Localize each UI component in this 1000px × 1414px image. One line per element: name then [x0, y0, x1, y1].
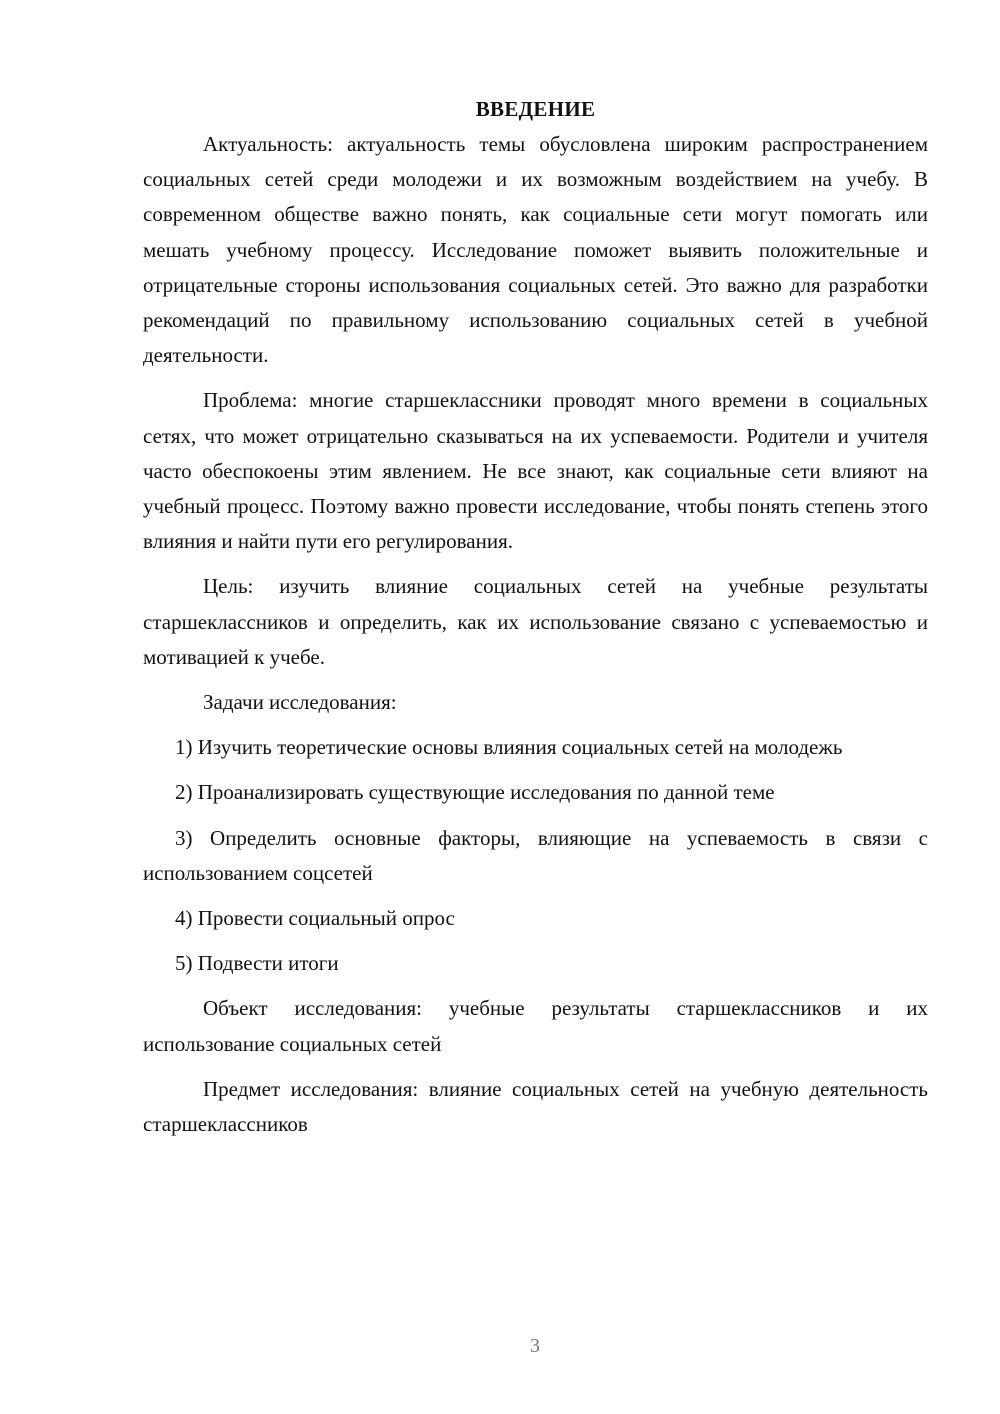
tasks-list [143, 730, 928, 981]
task-item-2: 2) Проанализировать существующие исследования по данной теме [175, 780, 775, 805]
goal-paragraph: Цель: изучить влияние социальных сетей на учебные результаты старшеклассников и определить, как их использование связано с успеваемостью и мотивацией к учебе. [143, 574, 928, 669]
task-item-5: 5) Подвести итоги [175, 951, 339, 976]
page-number: 3 [530, 1335, 540, 1357]
tasks-heading: Задачи исследования: [203, 690, 397, 715]
task-item-1: 1) Изучить теоретические основы влияния социальных сетей на молодежь [175, 735, 843, 760]
relevance-paragraph: Актуальность: актуальность темы обусловлена широким распространением социальных сетей среди молодежи и их возможным воздействием на учебу. В современном обществе важно понять, как социальные сети могут помогать или мешать учебному процессу. Исследование поможет выявить положительные и отрицательные стороны использования социальных сетей. Это важно для разработки рекомендаций по правильному использованию социальных сетей в учебной деятельности. [143, 132, 928, 368]
task-item-3: 3) Определить основные факторы, влияющие на успеваемость в связи с использованием соцсетей [143, 825, 928, 885]
page-title: ВВЕДЕНИЕ [475, 97, 596, 121]
problem-paragraph: Проблема: многие старшеклассники проводят много времени в социальных сетях, что может отрицательно сказываться на их успеваемости. Родители и учителя часто обеспокоены этим явлением. Не все знают, как социальные сети влияют на учебный процесс. Поэтому важно провести исследование, чтобы понять степень этого влияния и найти пути его регулирования. [143, 388, 928, 554]
object-paragraph: Объект исследования: учебные результаты старшеклассников и их использование социальных сетей [143, 996, 928, 1056]
subject-paragraph: Предмет исследования: влияние социальных сетей на учебную деятельность старшеклассников [143, 1076, 928, 1137]
page-content [143, 92, 928, 1152]
task-item-4: 4) Провести социальный опрос [175, 906, 455, 931]
